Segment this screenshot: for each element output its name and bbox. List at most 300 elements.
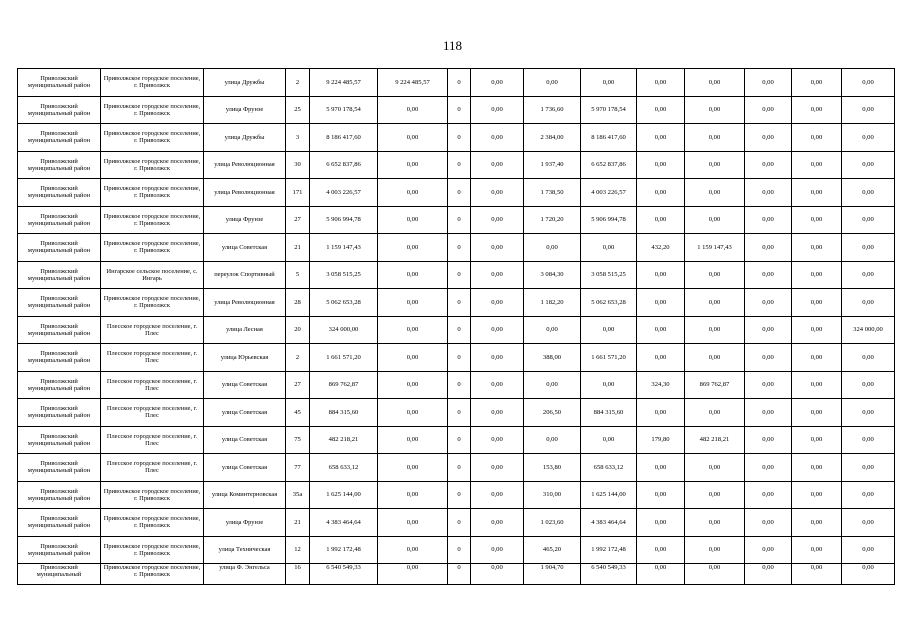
cell-total-cost: 482 218,21 xyxy=(310,426,378,454)
cell-area-col-11: 0,00 xyxy=(637,151,685,179)
cell-count-col-7: 0 xyxy=(448,69,471,97)
cell-cost-col-15: 0,00 xyxy=(842,454,895,482)
cell-count-col-7: 0 xyxy=(448,564,471,585)
cell-cost-col-12: 0,00 xyxy=(685,564,745,585)
cell-cost-col-14: 0,00 xyxy=(792,69,842,97)
cell-area-col-9: 1 023,60 xyxy=(524,509,581,537)
cell-cost-col-6: 0,00 xyxy=(378,371,448,399)
cell-house: 30 xyxy=(286,151,310,179)
cell-municipality: Приволжский муниципальный район xyxy=(18,399,101,427)
cell-cost-col-10: 0,00 xyxy=(581,426,637,454)
cell-count-col-7: 0 xyxy=(448,316,471,344)
cell-municipality: Приволжский муниципальный район xyxy=(18,509,101,537)
cell-cost-col-14: 0,00 xyxy=(792,179,842,207)
cell-cost-col-12: 0,00 xyxy=(685,536,745,564)
cell-house: 2 xyxy=(286,344,310,372)
cell-area-col-11: 432,20 xyxy=(637,234,685,262)
cell-area-col-13: 0,00 xyxy=(745,564,792,585)
cell-street: улица Юрьевская xyxy=(204,344,286,372)
cell-cost-col-6: 0,00 xyxy=(378,536,448,564)
cell-cost-col-6: 0,00 xyxy=(378,454,448,482)
cell-area-col-13: 0,00 xyxy=(745,124,792,152)
table-row xyxy=(18,289,895,317)
cell-count-col-7: 0 xyxy=(448,399,471,427)
cell-house: 35а xyxy=(286,481,310,509)
cell-house: 21 xyxy=(286,234,310,262)
cell-count-col-7: 0 xyxy=(448,234,471,262)
cell-cost-col-15: 0,00 xyxy=(842,289,895,317)
cell-cost-col-10: 0,00 xyxy=(581,69,637,97)
cell-house: 12 xyxy=(286,536,310,564)
cell-count-col-7: 0 xyxy=(448,509,471,537)
cell-cost-col-6: 0,00 xyxy=(378,151,448,179)
cell-total-cost: 5 062 653,28 xyxy=(310,289,378,317)
cell-cost-col-15: 0,00 xyxy=(842,69,895,97)
cell-street: улица Фрунзе xyxy=(204,96,286,124)
cell-area-col-11: 0,00 xyxy=(637,536,685,564)
cell-cost-col-8: 0,00 xyxy=(471,564,524,585)
cell-cost-col-10: 1 992 172,48 xyxy=(581,536,637,564)
cell-area-col-11: 0,00 xyxy=(637,96,685,124)
cell-municipality: Приволжский муниципальный район xyxy=(18,344,101,372)
table-row xyxy=(18,399,895,427)
cell-settlement: Ингарское сельское поселение, с. Ингарь xyxy=(101,261,204,289)
cell-area-col-9: 0,00 xyxy=(524,426,581,454)
cell-area-col-9: 1 720,20 xyxy=(524,206,581,234)
cell-cost-col-14: 0,00 xyxy=(792,124,842,152)
cell-area-col-9: 0,00 xyxy=(524,69,581,97)
cell-cost-col-14: 0,00 xyxy=(792,344,842,372)
cell-cost-col-12: 0,00 xyxy=(685,69,745,97)
cell-cost-col-10: 4 383 464,64 xyxy=(581,509,637,537)
cell-area-col-13: 0,00 xyxy=(745,151,792,179)
table-row xyxy=(18,371,895,399)
cell-house: 75 xyxy=(286,426,310,454)
cell-cost-col-12: 0,00 xyxy=(685,454,745,482)
cell-cost-col-15: 0,00 xyxy=(842,564,895,585)
cell-area-col-13: 0,00 xyxy=(745,69,792,97)
cell-count-col-7: 0 xyxy=(448,179,471,207)
cell-cost-col-14: 0,00 xyxy=(792,371,842,399)
cell-street: переулок Спортивный xyxy=(204,261,286,289)
cell-count-col-7: 0 xyxy=(448,344,471,372)
cell-cost-col-14: 0,00 xyxy=(792,536,842,564)
table-row xyxy=(18,344,895,372)
cell-cost-col-8: 0,00 xyxy=(471,261,524,289)
cell-area-col-9: 1 937,40 xyxy=(524,151,581,179)
table-row xyxy=(18,234,895,262)
cell-area-col-13: 0,00 xyxy=(745,179,792,207)
cell-cost-col-6: 0,00 xyxy=(378,206,448,234)
cell-street: улица Коминтерновская xyxy=(204,481,286,509)
cell-cost-col-15: 0,00 xyxy=(842,179,895,207)
cell-cost-col-10: 0,00 xyxy=(581,234,637,262)
cell-cost-col-12: 0,00 xyxy=(685,316,745,344)
cell-municipality: Приволжский муниципальный район xyxy=(18,151,101,179)
cell-area-col-9: 1 738,50 xyxy=(524,179,581,207)
cell-cost-col-8: 0,00 xyxy=(471,509,524,537)
cell-area-col-13: 0,00 xyxy=(745,96,792,124)
cell-count-col-7: 0 xyxy=(448,151,471,179)
cell-cost-col-6: 0,00 xyxy=(378,316,448,344)
cell-street: улица Фрунзе xyxy=(204,206,286,234)
cell-municipality: Приволжский муниципальный район xyxy=(18,96,101,124)
cell-cost-col-8: 0,00 xyxy=(471,399,524,427)
cell-cost-col-14: 0,00 xyxy=(792,481,842,509)
cell-area-col-11: 0,00 xyxy=(637,261,685,289)
cell-area-col-11: 179,80 xyxy=(637,426,685,454)
cell-cost-col-6: 0,00 xyxy=(378,344,448,372)
cell-street: улица Революционная xyxy=(204,179,286,207)
cell-cost-col-12: 869 762,87 xyxy=(685,371,745,399)
cell-municipality: Приволжский муниципальный район xyxy=(18,536,101,564)
cell-cost-col-8: 0,00 xyxy=(471,69,524,97)
cell-area-col-9: 3 084,30 xyxy=(524,261,581,289)
cell-total-cost: 1 159 147,43 xyxy=(310,234,378,262)
cell-cost-col-12: 0,00 xyxy=(685,399,745,427)
cell-settlement: Приволжское городское поселение, г. Приволжск xyxy=(101,151,204,179)
page-number: 118 xyxy=(442,38,463,53)
cell-street: улица Фрунзе xyxy=(204,509,286,537)
cell-area-col-11: 0,00 xyxy=(637,481,685,509)
cell-settlement: Приволжское городское поселение, г. Приволжск xyxy=(101,96,204,124)
cell-cost-col-14: 0,00 xyxy=(792,96,842,124)
table-row xyxy=(18,69,895,97)
cell-total-cost: 5 970 178,54 xyxy=(310,96,378,124)
cell-cost-col-15: 0,00 xyxy=(842,234,895,262)
cell-area-col-11: 0,00 xyxy=(637,344,685,372)
cell-area-col-9: 1 904,70 xyxy=(524,564,581,585)
cell-count-col-7: 0 xyxy=(448,481,471,509)
cell-total-cost: 5 906 994,78 xyxy=(310,206,378,234)
cell-municipality: Приволжский муниципальный район xyxy=(18,289,101,317)
cell-count-col-7: 0 xyxy=(448,454,471,482)
cell-cost-col-8: 0,00 xyxy=(471,426,524,454)
cell-cost-col-10: 0,00 xyxy=(581,316,637,344)
cell-cost-col-15: 0,00 xyxy=(842,371,895,399)
cell-cost-col-14: 0,00 xyxy=(792,426,842,454)
cell-cost-col-14: 0,00 xyxy=(792,564,842,585)
cell-house: 21 xyxy=(286,509,310,537)
cell-total-cost: 3 058 515,25 xyxy=(310,261,378,289)
table-row xyxy=(18,316,895,344)
cell-settlement: Приволжское городское поселение, г. Приволжск xyxy=(101,481,204,509)
cell-settlement: Плесское городское поселение, г. Плес xyxy=(101,399,204,427)
cell-area-col-9: 465,20 xyxy=(524,536,581,564)
cell-house: 2 xyxy=(286,69,310,97)
cell-cost-col-10: 6 652 837,86 xyxy=(581,151,637,179)
cell-count-col-7: 0 xyxy=(448,96,471,124)
table-row xyxy=(18,151,895,179)
cell-cost-col-15: 0,00 xyxy=(842,344,895,372)
cell-municipality: Приволжский муниципальный район xyxy=(18,124,101,152)
cell-cost-col-8: 0,00 xyxy=(471,371,524,399)
cell-cost-col-14: 0,00 xyxy=(792,399,842,427)
cell-cost-col-12: 0,00 xyxy=(685,206,745,234)
cell-area-col-13: 0,00 xyxy=(745,481,792,509)
cell-municipality: Приволжский муниципальный xyxy=(18,564,101,585)
cell-settlement: Приволжское городское поселение, г. Приволжск xyxy=(101,564,204,585)
cell-cost-col-15: 0,00 xyxy=(842,509,895,537)
cell-cost-col-6: 0,00 xyxy=(378,289,448,317)
cell-area-col-11: 0,00 xyxy=(637,124,685,152)
table-row xyxy=(18,96,895,124)
cell-cost-col-10: 5 062 653,28 xyxy=(581,289,637,317)
cell-street: улица Советская xyxy=(204,234,286,262)
cell-house: 28 xyxy=(286,289,310,317)
cell-cost-col-14: 0,00 xyxy=(792,234,842,262)
cell-municipality: Приволжский муниципальный район xyxy=(18,234,101,262)
cell-area-col-9: 0,00 xyxy=(524,234,581,262)
cell-cost-col-14: 0,00 xyxy=(792,509,842,537)
cell-total-cost: 869 762,87 xyxy=(310,371,378,399)
cell-total-cost: 4 383 464,64 xyxy=(310,509,378,537)
cell-settlement: Плесское городское поселение, г. Плес xyxy=(101,316,204,344)
cell-area-col-11: 0,00 xyxy=(637,69,685,97)
cell-area-col-13: 0,00 xyxy=(745,261,792,289)
table-row xyxy=(18,124,895,152)
cell-cost-col-12: 0,00 xyxy=(685,289,745,317)
cell-cost-col-6: 0,00 xyxy=(378,179,448,207)
cell-area-col-9: 206,50 xyxy=(524,399,581,427)
cell-cost-col-10: 884 315,60 xyxy=(581,399,637,427)
cell-cost-col-8: 0,00 xyxy=(471,206,524,234)
cell-area-col-11: 324,30 xyxy=(637,371,685,399)
cell-count-col-7: 0 xyxy=(448,536,471,564)
cell-cost-col-8: 0,00 xyxy=(471,316,524,344)
cell-street: улица Советская xyxy=(204,454,286,482)
cell-cost-col-12: 0,00 xyxy=(685,344,745,372)
cell-cost-col-14: 0,00 xyxy=(792,454,842,482)
cell-area-col-13: 0,00 xyxy=(745,344,792,372)
table-row xyxy=(18,261,895,289)
cell-cost-col-15: 0,00 xyxy=(842,481,895,509)
cell-area-col-9: 1 736,60 xyxy=(524,96,581,124)
cell-cost-col-12: 0,00 xyxy=(685,261,745,289)
cell-cost-col-10: 8 186 417,60 xyxy=(581,124,637,152)
cell-area-col-13: 0,00 xyxy=(745,371,792,399)
cell-cost-col-12: 0,00 xyxy=(685,96,745,124)
cell-area-col-11: 0,00 xyxy=(637,316,685,344)
cell-settlement: Плесское городское поселение, г. Плес xyxy=(101,454,204,482)
cell-total-cost: 6 652 837,86 xyxy=(310,151,378,179)
table-row xyxy=(18,206,895,234)
cell-total-cost: 324 000,00 xyxy=(310,316,378,344)
cell-cost-col-8: 0,00 xyxy=(471,536,524,564)
cell-house: 20 xyxy=(286,316,310,344)
cell-cost-col-6: 9 224 485,57 xyxy=(378,69,448,97)
cell-street: улица Лесная xyxy=(204,316,286,344)
cell-cost-col-6: 0,00 xyxy=(378,426,448,454)
cell-cost-col-6: 0,00 xyxy=(378,509,448,537)
cell-house: 171 xyxy=(286,179,310,207)
cell-count-col-7: 0 xyxy=(448,426,471,454)
cell-cost-col-6: 0,00 xyxy=(378,399,448,427)
cell-cost-col-15: 0,00 xyxy=(842,124,895,152)
cell-cost-col-6: 0,00 xyxy=(378,96,448,124)
cell-area-col-13: 0,00 xyxy=(745,316,792,344)
cell-street: улица Советская xyxy=(204,399,286,427)
cell-area-col-13: 0,00 xyxy=(745,454,792,482)
cell-municipality: Приволжский муниципальный район xyxy=(18,426,101,454)
cell-cost-col-15: 0,00 xyxy=(842,261,895,289)
cell-street: улица Революционная xyxy=(204,289,286,317)
cell-municipality: Приволжский муниципальный район xyxy=(18,179,101,207)
cell-area-col-11: 0,00 xyxy=(637,454,685,482)
cell-house: 27 xyxy=(286,206,310,234)
cell-municipality: Приволжский муниципальный район xyxy=(18,371,101,399)
cell-area-col-11: 0,00 xyxy=(637,206,685,234)
cell-cost-col-12: 0,00 xyxy=(685,151,745,179)
cell-area-col-11: 0,00 xyxy=(637,399,685,427)
cell-street: улица Техническая xyxy=(204,536,286,564)
cell-area-col-9: 2 384,00 xyxy=(524,124,581,152)
cell-cost-col-14: 0,00 xyxy=(792,289,842,317)
table-row xyxy=(18,509,895,537)
cell-cost-col-15: 324 000,00 xyxy=(842,316,895,344)
cell-cost-col-15: 0,00 xyxy=(842,536,895,564)
cell-cost-col-8: 0,00 xyxy=(471,481,524,509)
table-row xyxy=(18,426,895,454)
cell-house: 27 xyxy=(286,371,310,399)
cell-cost-col-12: 0,00 xyxy=(685,179,745,207)
cell-area-col-11: 0,00 xyxy=(637,289,685,317)
cell-area-col-9: 0,00 xyxy=(524,316,581,344)
cell-cost-col-8: 0,00 xyxy=(471,289,524,317)
cell-settlement: Плесское городское поселение, г. Плес xyxy=(101,371,204,399)
cell-municipality: Приволжский муниципальный район xyxy=(18,316,101,344)
cell-municipality: Приволжский муниципальный район xyxy=(18,261,101,289)
cell-settlement: Приволжское городское поселение, г. Приволжск xyxy=(101,206,204,234)
cell-cost-col-12: 1 159 147,43 xyxy=(685,234,745,262)
cell-cost-col-8: 0,00 xyxy=(471,151,524,179)
cell-count-col-7: 0 xyxy=(448,124,471,152)
cell-house: 45 xyxy=(286,399,310,427)
cell-cost-col-8: 0,00 xyxy=(471,124,524,152)
cell-cost-col-15: 0,00 xyxy=(842,151,895,179)
cell-settlement: Приволжское городское поселение, г. Приволжск xyxy=(101,69,204,97)
cell-total-cost: 1 992 172,48 xyxy=(310,536,378,564)
cell-municipality: Приволжский муниципальный район xyxy=(18,481,101,509)
cell-cost-col-6: 0,00 xyxy=(378,481,448,509)
cell-cost-col-12: 0,00 xyxy=(685,509,745,537)
cell-street: улица Дружбы xyxy=(204,69,286,97)
cell-area-col-13: 0,00 xyxy=(745,426,792,454)
cell-cost-col-10: 0,00 xyxy=(581,371,637,399)
table-row xyxy=(18,536,895,564)
cell-municipality: Приволжский муниципальный район xyxy=(18,454,101,482)
cell-total-cost: 4 003 226,57 xyxy=(310,179,378,207)
cell-area-col-9: 388,00 xyxy=(524,344,581,372)
table-row xyxy=(18,564,895,585)
cell-settlement: Приволжское городское поселение, г. Приволжск xyxy=(101,289,204,317)
cell-municipality: Приволжский муниципальный район xyxy=(18,206,101,234)
cell-total-cost: 658 633,12 xyxy=(310,454,378,482)
cell-cost-col-10: 658 633,12 xyxy=(581,454,637,482)
table-row xyxy=(18,454,895,482)
cell-house: 5 xyxy=(286,261,310,289)
cell-cost-col-8: 0,00 xyxy=(471,234,524,262)
cell-total-cost: 1 661 571,20 xyxy=(310,344,378,372)
cell-total-cost: 1 625 144,00 xyxy=(310,481,378,509)
cell-cost-col-14: 0,00 xyxy=(792,206,842,234)
table-row xyxy=(18,179,895,207)
cell-area-col-11: 0,00 xyxy=(637,509,685,537)
cell-cost-col-12: 482 218,21 xyxy=(685,426,745,454)
cell-area-col-13: 0,00 xyxy=(745,289,792,317)
cell-settlement: Приволжское городское поселение, г. Приволжск xyxy=(101,536,204,564)
cell-cost-col-6: 0,00 xyxy=(378,564,448,585)
cell-area-col-13: 0,00 xyxy=(745,234,792,262)
cell-area-col-9: 0,00 xyxy=(524,371,581,399)
cell-cost-col-10: 1 625 144,00 xyxy=(581,481,637,509)
cell-cost-col-10: 5 906 994,78 xyxy=(581,206,637,234)
cell-house: 25 xyxy=(286,96,310,124)
cell-cost-col-14: 0,00 xyxy=(792,151,842,179)
cell-cost-col-15: 0,00 xyxy=(842,426,895,454)
cell-area-col-13: 0,00 xyxy=(745,536,792,564)
cell-area-col-9: 310,00 xyxy=(524,481,581,509)
cell-count-col-7: 0 xyxy=(448,371,471,399)
cell-street: улица Ф. Энгельса xyxy=(204,564,286,585)
cell-cost-col-12: 0,00 xyxy=(685,481,745,509)
cell-area-col-11: 0,00 xyxy=(637,564,685,585)
cell-cost-col-14: 0,00 xyxy=(792,316,842,344)
cell-settlement: Приволжское городское поселение, г. Приволжск xyxy=(101,234,204,262)
cell-cost-col-8: 0,00 xyxy=(471,179,524,207)
cell-cost-col-12: 0,00 xyxy=(685,124,745,152)
cell-count-col-7: 0 xyxy=(448,289,471,317)
cell-area-col-9: 153,80 xyxy=(524,454,581,482)
cell-total-cost: 8 186 417,60 xyxy=(310,124,378,152)
table-row xyxy=(18,481,895,509)
cell-municipality: Приволжский муниципальный район xyxy=(18,69,101,97)
cell-street: улица Революционная xyxy=(204,151,286,179)
cell-house: 3 xyxy=(286,124,310,152)
cell-area-col-11: 0,00 xyxy=(637,179,685,207)
cell-cost-col-10: 6 540 549,33 xyxy=(581,564,637,585)
cell-area-col-13: 0,00 xyxy=(745,509,792,537)
cell-total-cost: 9 224 485,57 xyxy=(310,69,378,97)
cell-total-cost: 884 315,60 xyxy=(310,399,378,427)
cell-street: улица Дружбы xyxy=(204,124,286,152)
cell-cost-col-10: 1 661 571,20 xyxy=(581,344,637,372)
cell-settlement: Приволжское городское поселение, г. Приволжск xyxy=(101,179,204,207)
cell-area-col-13: 0,00 xyxy=(745,206,792,234)
cell-count-col-7: 0 xyxy=(448,206,471,234)
cell-cost-col-15: 0,00 xyxy=(842,399,895,427)
cell-street: улица Советская xyxy=(204,371,286,399)
cell-cost-col-8: 0,00 xyxy=(471,454,524,482)
cell-total-cost: 6 540 549,33 xyxy=(310,564,378,585)
cell-cost-col-15: 0,00 xyxy=(842,96,895,124)
cell-cost-col-10: 4 003 226,57 xyxy=(581,179,637,207)
cell-house: 16 xyxy=(286,564,310,585)
cell-settlement: Приволжское городское поселение, г. Приволжск xyxy=(101,124,204,152)
cell-street: улица Советская xyxy=(204,426,286,454)
cell-house: 77 xyxy=(286,454,310,482)
cell-settlement: Плесское городское поселение, г. Плес xyxy=(101,426,204,454)
cell-cost-col-6: 0,00 xyxy=(378,261,448,289)
cell-cost-col-8: 0,00 xyxy=(471,96,524,124)
cell-cost-col-6: 0,00 xyxy=(378,234,448,262)
cell-count-col-7: 0 xyxy=(448,261,471,289)
cell-cost-col-6: 0,00 xyxy=(378,124,448,152)
cell-area-col-13: 0,00 xyxy=(745,399,792,427)
cell-cost-col-10: 3 058 515,25 xyxy=(581,261,637,289)
cell-cost-col-10: 5 970 178,54 xyxy=(581,96,637,124)
cell-cost-col-14: 0,00 xyxy=(792,261,842,289)
